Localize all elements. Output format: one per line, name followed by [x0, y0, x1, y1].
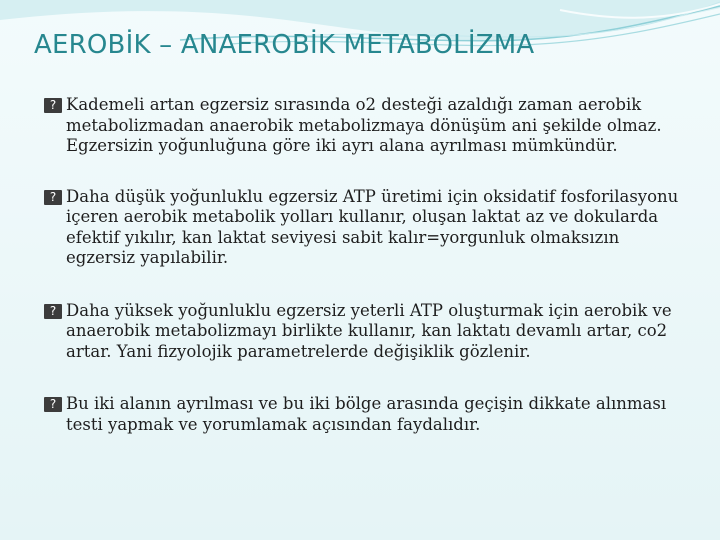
list-item [44, 95, 684, 157]
list-item [44, 187, 684, 269]
slide-title: AEROBİK – ANAEROBİK METABOLİZMA [34, 30, 535, 60]
list-item-text: Daha yüksek yoğunluklu egzersiz yeterli ATP oluşturmak için aerobik ve anaerobik metabolizmayı birlikte kullanır, kan laktatı devamlı artar, co2 artar. Yani fizyolojik parametrelerde değişiklik gözlenir. [66, 300, 672, 361]
bullet-icon: ? [44, 304, 62, 319]
bullet-icon: ? [44, 190, 62, 205]
bullet-icon: ? [44, 98, 62, 113]
bullet-icon: ? [44, 397, 62, 412]
list-item-text: Kademeli artan egzersiz sırasında o2 desteği azaldığı zaman aerobik metabolizmadan anaerobik metabolizmaya dönüşüm ani şekilde olmaz. Egzersizin yoğunluğuna göre iki ayrı alana ayrılması mümkündür. [66, 95, 662, 155]
list-item-text: Bu iki alanın ayrılması ve bu iki bölge arasında geçişin dikkate alınması testi yapmak ve yorumlamak açısından faydalıdır. [66, 394, 667, 434]
list-item [44, 301, 684, 363]
list-item-text: Daha düşük yoğunluklu egzersiz ATP üretimi için oksidatif fosforilasyonu içeren aerobik metabolik yolları kullanır, oluşan laktat az ve dokularda efektif yıkılır, kan laktat seviyesi sabit kalır=yorgunluk olmaksızın egzersiz yapılabilir. [66, 186, 679, 267]
list-item [44, 394, 684, 435]
bullet-list [44, 95, 684, 435]
